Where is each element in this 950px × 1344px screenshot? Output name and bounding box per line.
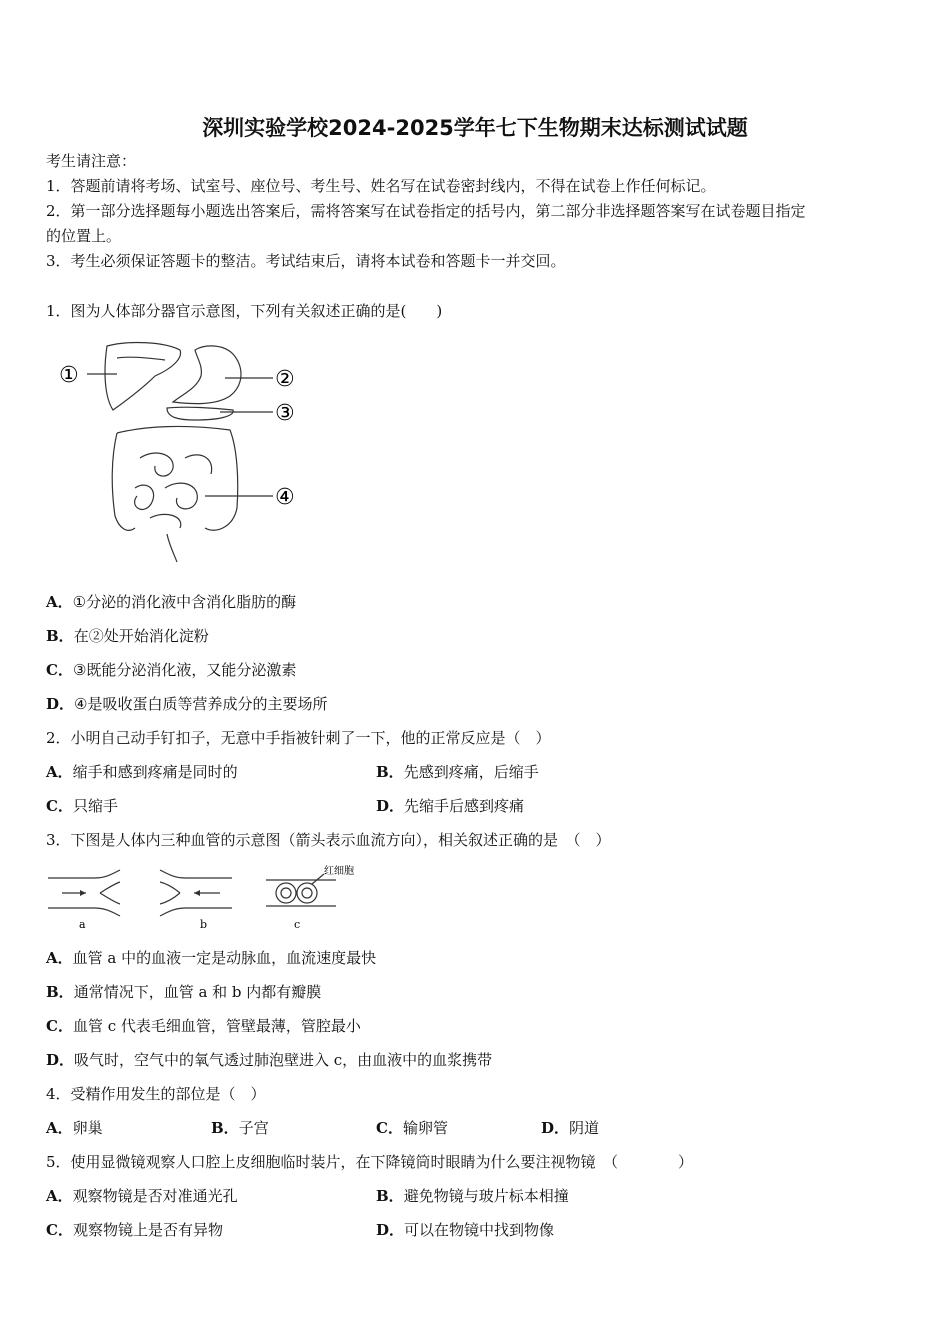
q5-option-b-letter: B． xyxy=(376,1187,404,1205)
q3-option-b: 通常情况下，血管 a 和 b 内都有瓣膜 xyxy=(73,983,322,1001)
q3-option-d-letter: D． xyxy=(46,1051,75,1069)
vessel-b-label: b xyxy=(200,918,208,931)
q5-stem: 5．使用显微镜观察人口腔上皮细胞临时装片，在下降镜筒时眼睛为什么要注视物镜 （ ） xyxy=(46,1153,694,1171)
q2-option-b: 先感到疼痛，后缩手 xyxy=(403,763,539,781)
q4-option-c: 输卵管 xyxy=(402,1119,448,1137)
q3-option-c: 血管 c 代表毛细血管，管壁最薄，管腔最小 xyxy=(72,1017,361,1035)
label-3: ③ xyxy=(275,401,295,426)
vessel-b-figure xyxy=(160,870,232,916)
q4-option-d-letter: D． xyxy=(541,1119,570,1137)
q2-option-d: 先缩手后感到疼痛 xyxy=(404,797,525,815)
q2-stem: 2．小明自己动手钉扣子，无意中手指被针刺了一下，他的正常反应是（ ） xyxy=(46,729,551,747)
page-title: 深圳实验学校2024-2025学年七下生物期末达标测试试题 xyxy=(202,116,748,140)
q4-option-a: 卵巢 xyxy=(72,1119,103,1137)
q3-option-d: 吸气时，空气中的氧气透过肺泡壁进入 c，由血液中的血浆携带 xyxy=(74,1051,493,1069)
q3-option-b-letter: B． xyxy=(46,983,74,1001)
q4-option-c-letter: C． xyxy=(376,1119,403,1137)
q5-option-a-letter: A． xyxy=(46,1187,73,1205)
q4-stem: 4．受精作用发生的部位是（ ） xyxy=(46,1085,266,1103)
label-4: ④ xyxy=(275,485,295,510)
q1-option-d: ④是吸收蛋白质等营养成分的主要场所 xyxy=(74,695,328,713)
label-1: ① xyxy=(59,363,79,388)
q3-stem: 3．下图是人体内三种血管的示意图（箭头表示血流方向），相关叙述正确的是 （ ） xyxy=(46,831,611,849)
q2-option-a-letter: A． xyxy=(46,763,73,781)
q5-option-d: 可以在物镜中找到物像 xyxy=(404,1221,555,1239)
blood-vessels-diagram xyxy=(44,864,364,934)
q5-option-c-letter: C． xyxy=(46,1221,73,1239)
q2-option-c-letter: C． xyxy=(46,797,73,815)
vessel-a-label: a xyxy=(79,918,86,931)
q4-option-b: 子宫 xyxy=(238,1119,269,1137)
q5-option-c: 观察物镜上是否有异物 xyxy=(72,1221,223,1239)
q2-option-b-letter: B． xyxy=(376,763,404,781)
q3-option-c-letter: C． xyxy=(46,1017,73,1035)
notice-item-2-line-2: 的位置上。 xyxy=(46,227,122,245)
q5-option-d-letter: D． xyxy=(376,1221,405,1239)
q2-option-c: 只缩手 xyxy=(72,797,118,815)
rbc-label: 红细胞 xyxy=(324,866,354,877)
q2-option-a: 缩手和感到疼痛是同时的 xyxy=(72,763,238,781)
notice-item-1: 1．答题前请将考场、试室号、座位号、考生号、姓名写在试卷密封线内，不得在试卷上作任何标记。 xyxy=(46,177,716,195)
notice-item-3: 3．考生必须保证答题卡的整洁。考试结束后，请将本试卷和答题卡一并交回。 xyxy=(46,252,566,270)
q1-option-a-letter: A． xyxy=(46,593,73,611)
q5-option-b: 避免物镜与玻片标本相撞 xyxy=(403,1187,569,1205)
q4-option-d: 阴道 xyxy=(569,1119,600,1137)
q2-option-d-letter: D． xyxy=(376,797,405,815)
q1-option-c-letter: C． xyxy=(46,661,73,679)
q3-option-a-letter: A． xyxy=(46,949,73,967)
vessel-a-figure xyxy=(48,870,120,916)
vessel-c-label: c xyxy=(294,918,301,931)
label-2: ② xyxy=(275,367,295,392)
notice-heading: 考生请注意： xyxy=(46,152,137,170)
notice-item-2-line-1: 2．第一部分选择题每小题选出答案后，需将答案写在试卷指定的括号内，第二部分非选择题答案写在试卷题目指定 xyxy=(46,202,806,220)
q1-option-a: ①分泌的消化液中含消化脂肪的酶 xyxy=(72,593,297,611)
q5-option-a: 观察物镜是否对准通光孔 xyxy=(72,1187,238,1205)
q1-stem: 1．图为人体部分器官示意图，下列有关叙述正确的是( ) xyxy=(46,302,443,320)
q1-option-c: ③既能分泌消化液，又能分泌激素 xyxy=(72,661,297,679)
q4-option-a-letter: A． xyxy=(46,1119,73,1137)
vessel-c-figure xyxy=(266,874,336,906)
digestive-system-diagram xyxy=(55,338,315,568)
q4-option-b-letter: B． xyxy=(211,1119,239,1137)
q1-option-b: 在②处开始消化淀粉 xyxy=(73,627,209,645)
q1-option-d-letter: D． xyxy=(46,695,75,713)
q3-option-a: 血管 a 中的血液一定是动脉血，血流速度最快 xyxy=(72,949,377,967)
q1-option-b-letter: B． xyxy=(46,627,74,645)
